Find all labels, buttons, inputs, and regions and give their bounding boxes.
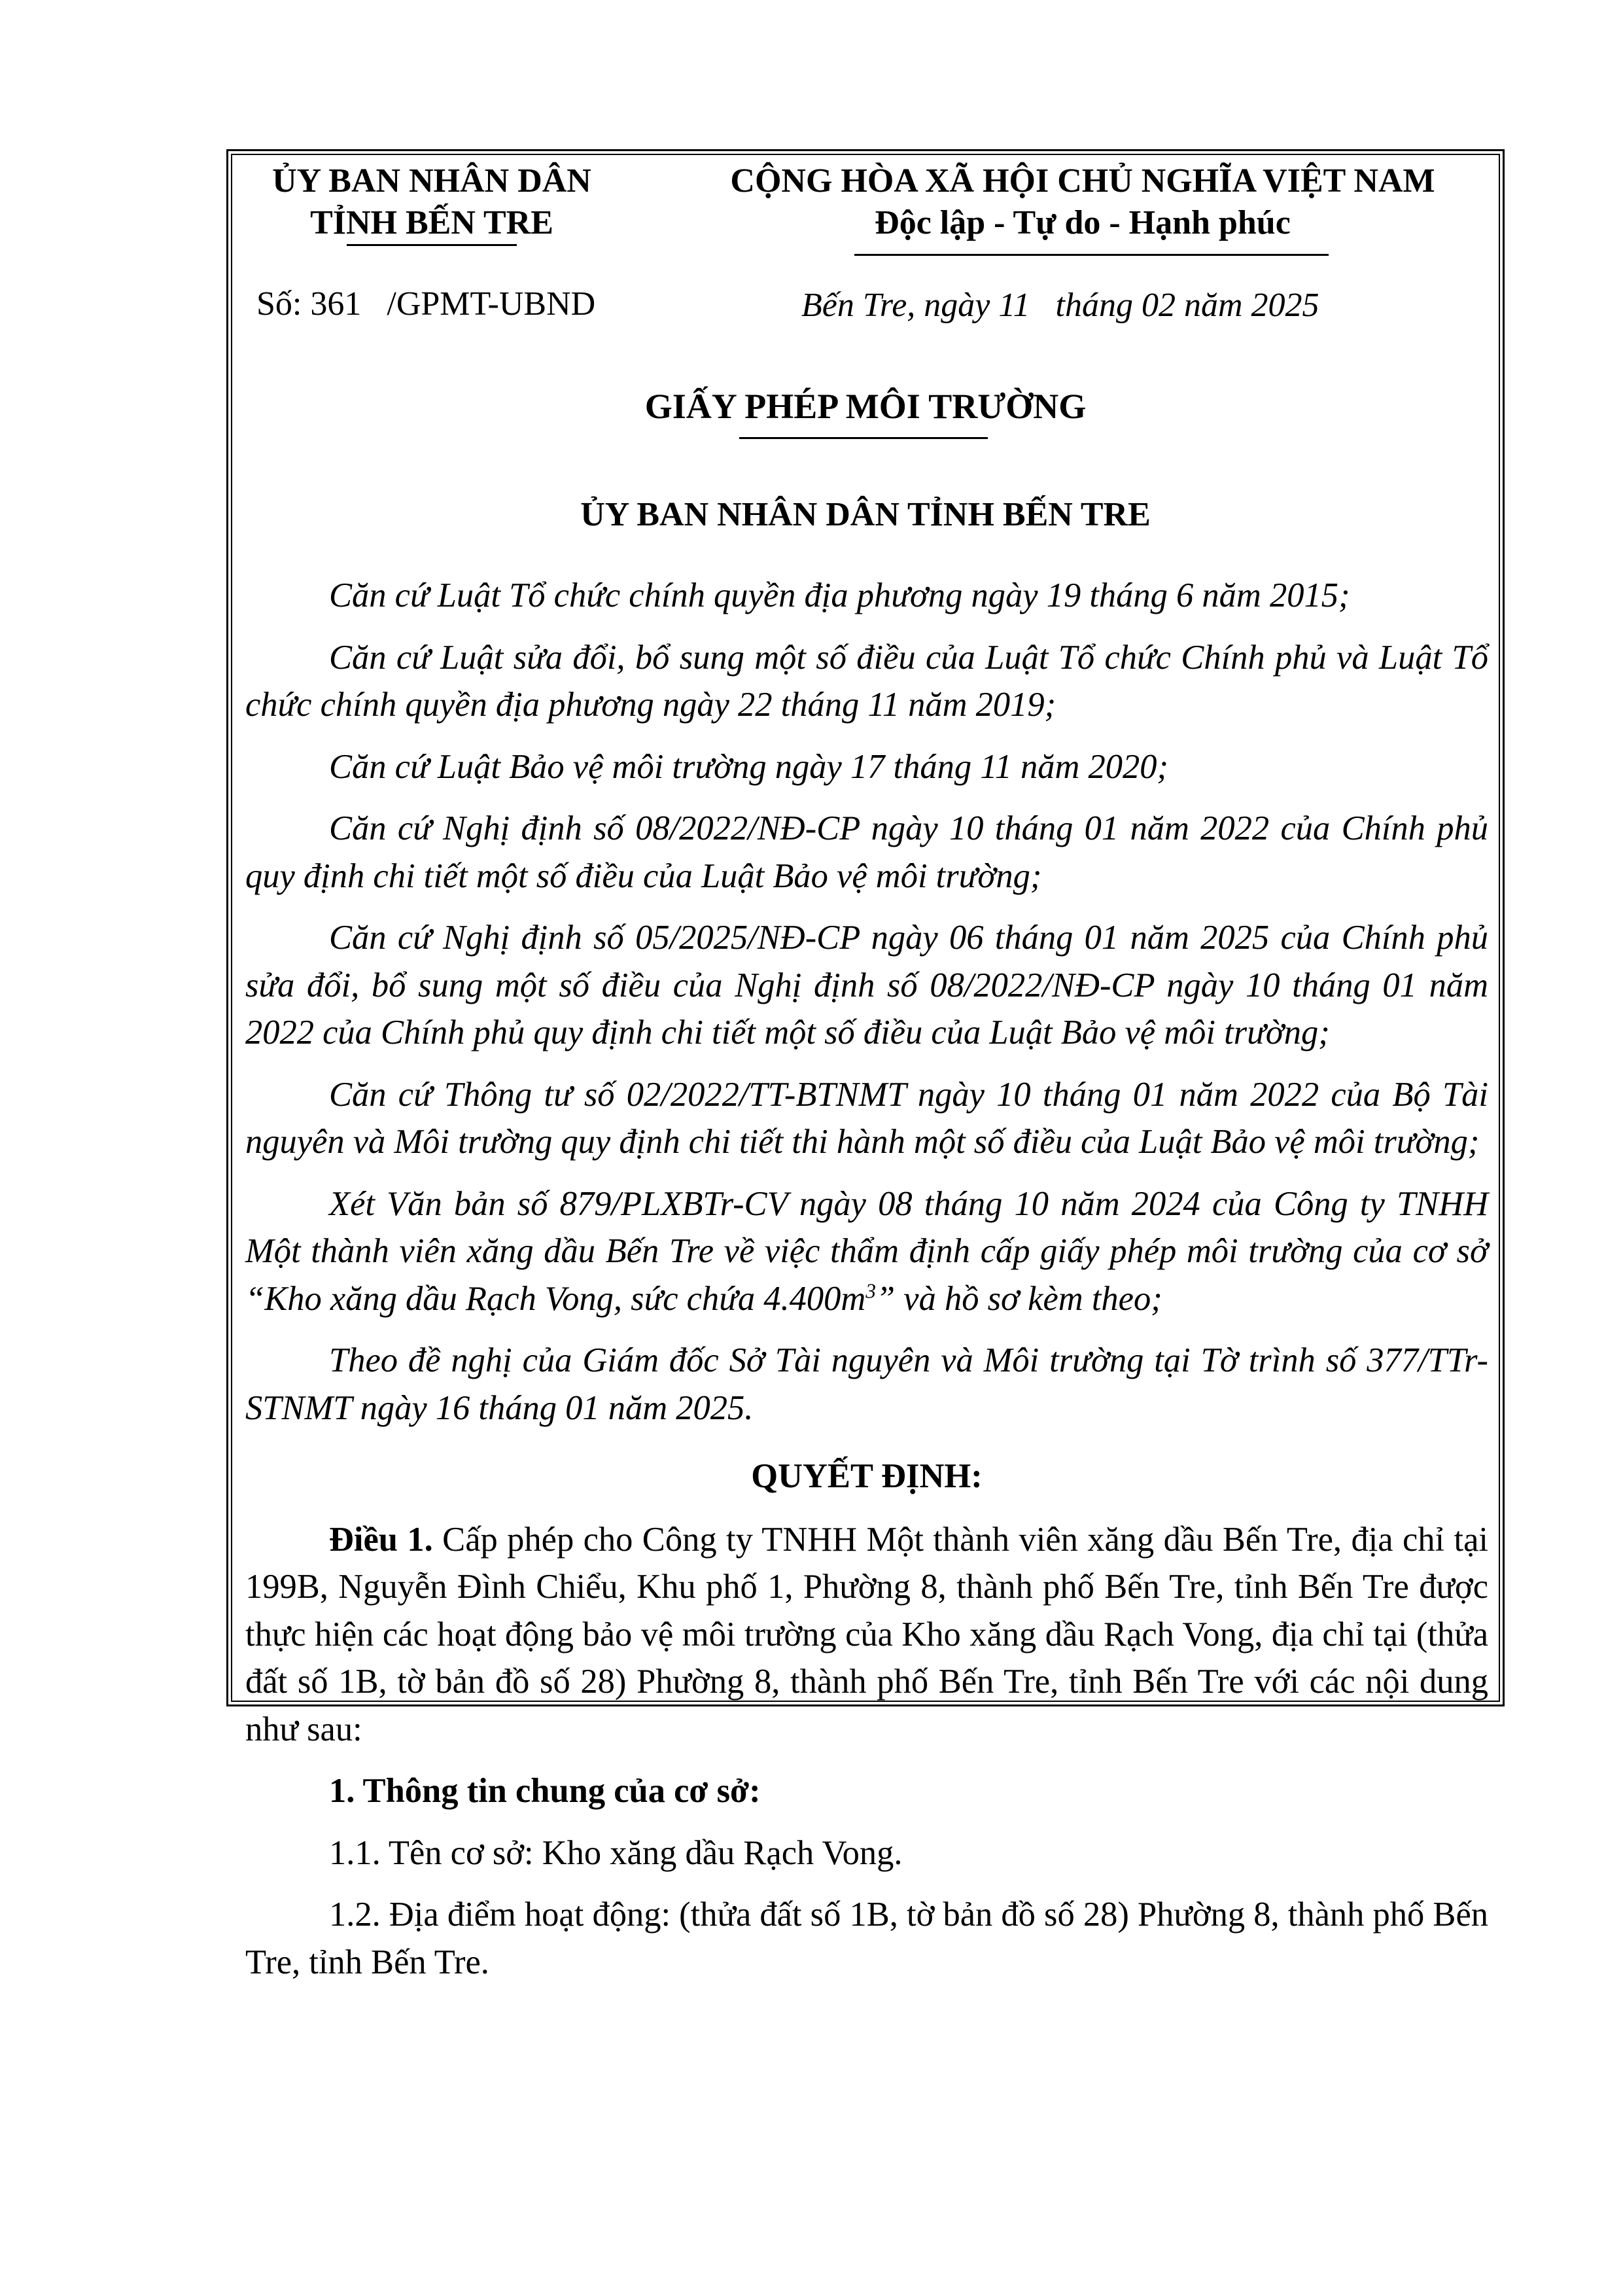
place-and-date: Bến Tre, ngày 11 tháng 02 năm 2025	[801, 287, 1319, 324]
article-1-label: Điều 1.	[329, 1520, 433, 1559]
document-title: GIẤY PHÉP MÔI TRƯỜNG	[644, 387, 1087, 426]
issuer-heading: ỦY BAN NHÂN DÂN TỈNH BẾN TRE	[580, 496, 1151, 533]
issuing-agency	[249, 160, 615, 244]
legal-basis-5: Căn cứ Nghị định số 05/2025/NĐ-CP ngày 06 tháng 01 năm 2025 của Chính phủ sửa đổi, bổ sung một số điều của Nghị định số 08/2022/NĐ-CP ngày 10 tháng 01 năm 2022 của Chính phủ quy định chi tiết một số điều của Luật Bảo vệ môi trường;	[245, 919, 1488, 1051]
article-1-text: Cấp phép cho Công ty TNHH Một thành viên xăng dầu Bến Tre, địa chỉ tại 199B, Nguyễn Đình Chiểu, Khu phố 1, Phường 8, thành phố Bến Tre, tỉnh Bến Tre được thực hiện các hoạt động bảo vệ môi trường của Kho xăng dầu Rạch Vong, địa chỉ tại (thửa đất số 1B, tờ bản đồ số 28) Phường 8, thành phố Bến Tre, tỉnh Bến Tre với các nội dung như sau:	[245, 1520, 1488, 1748]
document-body	[245, 572, 1488, 2000]
national-motto	[680, 160, 1485, 244]
document-number	[256, 283, 595, 325]
legal-basis-1: Căn cứ Luật Tổ chức chính quyền địa phương ngày 19 tháng 6 năm 2015;	[329, 576, 1350, 614]
decision-heading: QUYẾT ĐỊNH:	[751, 1457, 983, 1495]
legal-basis-3: Căn cứ Luật Bảo vệ môi trường ngày 17 tháng 11 năm 2020;	[329, 747, 1168, 786]
legal-basis-2: Căn cứ Luật sửa đổi, bổ sung một số điều của Luật Tổ chức Chính phủ và Luật Tổ chức chính quyền địa phương ngày 22 tháng 11 năm 2019;	[245, 638, 1488, 724]
section-1-heading: 1. Thông tin chung của cơ sở:	[329, 1772, 761, 1810]
motto-underline	[854, 254, 1329, 256]
agency-line-2: TỈNH BẾN TRE	[310, 204, 553, 241]
item-1-1: 1.1. Tên cơ sở: Kho xăng dầu Rạch Vong.	[329, 1833, 903, 1872]
consideration-paragraph	[245, 1180, 1488, 1323]
doc-number-value: 361	[310, 285, 362, 323]
nation-line-2: Độc lập - Tự do - Hạnh phúc	[875, 204, 1291, 241]
proposal-paragraph: Theo đề nghị của Giám đốc Sở Tài nguyên và Môi trường tại Tờ trình số 377/TTr-STNMT ngày 16 tháng 01 năm 2025.	[245, 1341, 1488, 1427]
article-1	[245, 1516, 1488, 1754]
doc-number-prefix: Số:	[256, 285, 302, 323]
legal-basis-6: Căn cứ Thông tư số 02/2022/TT-BTNMT ngày 10 tháng 01 năm 2022 của Bộ Tài nguyên và Môi trường quy định chi tiết thi hành một số điều của Luật Bảo vệ môi trường;	[245, 1075, 1488, 1161]
agency-underline	[347, 244, 517, 246]
superscript-cubed: 3	[865, 1279, 876, 1302]
consideration-text: Xét Văn bản số 879/PLXBTr-CV ngày 08 tháng 10 năm 2024 của Công ty TNHH Một thành viên xăng dầu Bến Tre về việc thẩm định cấp giấy phép môi trường của cơ sở “Kho xăng dầu Rạch Vong, sức chứa 4.400m	[245, 1184, 1488, 1318]
nation-line-1: CỘNG HÒA XÃ HỘI CHỦ NGHĨA VIỆT NAM	[730, 162, 1435, 200]
title-underline	[739, 437, 988, 439]
legal-basis-4: Căn cứ Nghị định số 08/2022/NĐ-CP ngày 10 tháng 01 năm 2022 của Chính phủ quy định chi tiết một số điều của Luật Bảo vệ môi trường;	[245, 809, 1488, 895]
doc-number-suffix: /GPMT-UBND	[387, 285, 596, 323]
agency-line-1: ỦY BAN NHÂN DÂN	[272, 162, 591, 200]
item-1-2: 1.2. Địa điểm hoạt động: (thửa đất số 1B, tờ bản đồ số 28) Phường 8, thành phố Bến Tre, tỉnh Bến Tre.	[245, 1896, 1488, 1981]
consideration-text-end: ” và hồ sơ kèm theo;	[875, 1279, 1162, 1318]
